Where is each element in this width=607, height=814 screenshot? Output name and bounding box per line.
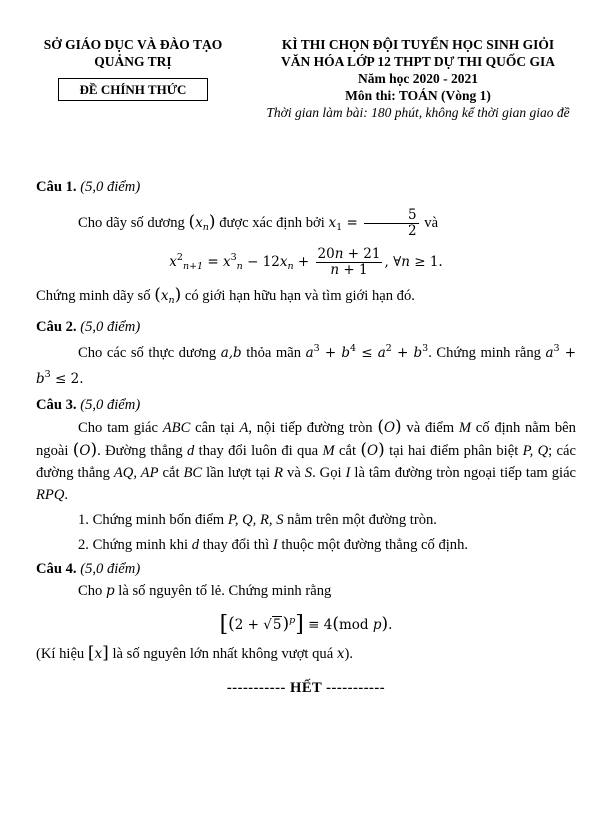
question-1-recurrence: $x^2_{n+1} = x^3_n - 12x_n$ + $\frac{20n + 21}{n + 1}$ , ∀n ≥ 1.	[169, 246, 443, 278]
time-limit: Thời gian làm bài: 180 phút, không kể thời gian giao đề	[266, 105, 570, 120]
subject-line: Môn thi: TOÁN (Vòng 1)	[345, 88, 491, 103]
exam-content	[36, 176, 576, 699]
question-4-title: Câu 4. (5,0 điểm)	[36, 561, 141, 577]
question-2-title: Câu 2. (5,0 điểm)	[36, 319, 141, 335]
question-2-text: Cho các số thực dương a,b thỏa mãn $a^3 + b^4 \le a^2 + b^3$. Chứng minh rằng $a^3 + b^3 \le 2$.	[36, 343, 577, 387]
question-3-item-2: 2. Chứng minh khi d thay đổi thì I thuộc một đường thẳng cố định.	[78, 537, 469, 553]
issuer-header	[22, 36, 244, 101]
question-4-congruence: $[(2 + √5)^p] \equiv 4(mod$ p).	[219, 612, 393, 637]
end-marker: ----------- HẾT -----------	[226, 680, 386, 696]
question-3-title: Câu 3. (5,0 điểm)	[36, 397, 141, 413]
exam-header	[248, 36, 588, 121]
question-1-title: Câu 1. (5,0 điểm)	[36, 179, 141, 195]
question-1-text: Cho dãy số dương $(x_n)$ được xác định bởi $x_1$ = $\frac{5}{2}$ và	[78, 207, 439, 239]
question-3-text: Cho tam giác ABC cân tại A, nội tiếp đường tròn (O) và điểm M cố định nằm bên ngoài (O). Đường thẳng d thay đổi luôn đi qua M cắt (O) tại hai điểm phân biệt P, Q; các đường thẳng AQ, AP cắt BC lần lượt tại R và S. Gọi I là tâm đường tròn ngoại tiếp tam giác RPQ.	[36, 417, 577, 503]
province-name: QUẢNG TRỊ	[94, 54, 172, 69]
question-4-note: (Kí hiệu [x] là số nguyên lớn nhất không vượt quá x).	[36, 643, 353, 663]
official-exam-badge: ĐỀ CHÍNH THỨC	[58, 78, 208, 101]
exam-title-line1: KÌ THI CHỌN ĐỘI TUYỂN HỌC SINH GIỎI	[281, 37, 555, 52]
question-4-text: Cho p là số nguyên tố lẻ. Chứng minh rằng	[78, 583, 332, 599]
question-3-item-1: 1. Chứng minh bốn điểm P, Q, R, S nằm trên một đường tròn.	[78, 512, 437, 528]
department-name: SỞ GIÁO DỤC VÀ ĐÀO TẠO	[43, 37, 223, 52]
school-year: Năm học 2020 - 2021	[358, 71, 478, 86]
question-1-task: Chứng minh dãy số $(x_n)$ có giới hạn hữu hạn và tìm giới hạn đó.	[36, 285, 415, 306]
exam-title-line2: VĂN HÓA LỚP 12 THPT DỰ THI QUỐC GIA	[280, 54, 556, 69]
